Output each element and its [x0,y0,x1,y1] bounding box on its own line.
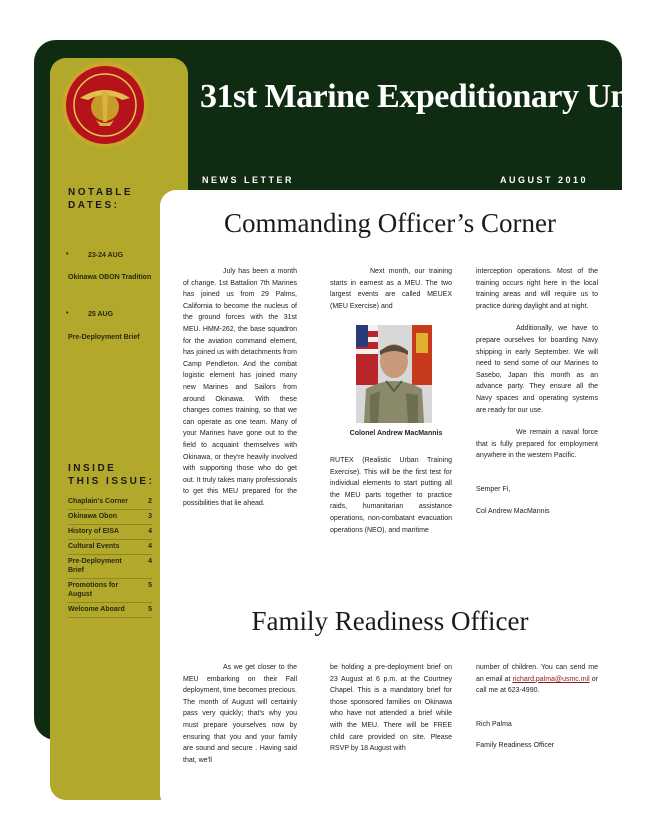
toc-item[interactable]: Okinawa Obon 3 [68,510,152,525]
bullet-icon: • [66,310,69,317]
table-of-contents [68,495,152,618]
co-corner-heading: Commanding Officer’s Corner [224,208,556,238]
fro-heading: Family Readiness Officer [251,606,529,636]
fro-signature-title: Family Readiness Officer [476,742,555,750]
marine-expeditionary-unit-seal-icon [60,60,150,150]
toc-item[interactable]: Cultural Events 4 [68,540,152,555]
newsletter-title: 31st Marine Expeditionary Unit [200,78,649,115]
toc-item[interactable]: Pre-Deployment Brief 4 [68,555,152,579]
toc-item[interactable]: Promotions for August 5 [68,579,152,603]
toc-item[interactable]: History of EISA 4 [68,525,152,540]
co-corner-column-1: July has been a month of change. 1st Battalion 7th Marines has joined us from 29 Palms, California to become the nucleus of the ground forces with the 31st MEU. HMM-262, the base squadron for the aviation command element, has joined us with detachments from Camp Pendleton. And the combat logistic element has joined many new Marines and Sailors from around Okinawa. With these changes comes training, so that we can operate as one team. Many of your Marines have gone out to the field to acquaint themselves with Okinawa, or they're heavily involved with supporting those who do get out. It truly takes many professionals to get this MEU prepared for the possibilities that lie ahead. [183,268,297,507]
notable-event: Okinawa OBON Tradition [68,274,152,281]
toc-item[interactable]: Chaplain's Corner 2 [68,495,152,510]
colonel-portrait-photo [356,325,432,423]
photo-caption: Colonel Andrew MacMannis [349,430,443,437]
newsletter-label: NEWS LETTER [202,175,294,185]
co-signoff: Semper Fi, [476,485,511,493]
co-corner-column-3: interception operations. Most of the training occurs right here in the local training areas and will require us to practice during daylight and at night. Additionally, we have to prepare ourselves for boarding Navy shipping in early September. We will need to send some of our Marines to Sasebo, Japan this month as an advance party. They ensure all the Navy spaces and operating systems are ready for our use. We remain a naval force that is fully prepared for employment anywhere in the western Pacific. Semper Fi, Col Andrew MacMannis [476,266,598,517]
email-link[interactable]: richard.palma@usmc.mil [512,675,590,683]
notable-date: 25 AUG [88,311,114,318]
bullet-icon: • [66,251,69,258]
notable-event: Pre-Deployment Brief [68,334,140,341]
inside-this-issue-heading: INSIDE THIS ISSUE: [68,463,155,487]
co-corner-column-2-top: Next month, our training starts in earnest as a MEU. The two largest events are called MEUEX (MEU Exercise) and [330,268,452,310]
issue-date: AUGUST 2010 [500,175,589,185]
toc-item[interactable]: Welcome Aboard 5 [68,603,152,618]
fro-column-1: As we get closer to the MEU embarking on their Fall deployment, time becomes precious. The month of August will certainly pass very quickly; that's why you must prepare yourselves now by ensuring that you and your family are sound and secure . Having said that, we'll [183,664,297,764]
fro-signature-name: Rich Palma [476,720,512,728]
fro-column-3: number of children. You can send me an email at richard.palma@usmc.mil or call me at 623-4990. Rich Palma Family Readiness Officer [476,662,598,752]
co-signature: Col Andrew MacMannis [476,507,550,515]
notable-date: 23-24 AUG [88,252,124,259]
co-corner-column-2-bottom: RUTEX (Realistic Urban Training Exercise). This will be the first test for individual elements to start putting all the MEU parts together to practice raids, humanitarian assistance operations, non-combatant evacuation operations (NEO), and maritime [330,457,452,534]
fro-column-2: be holding a pre-deployment brief on 23 August at 6 p.m. at the Courtney Chapel. This is a mandatory brief for those sponsored families on Okinawa who have not attended a brief while with the MEU. There will be FREE child care provided on site. Please RSVP by 18 August with [330,664,452,753]
notable-dates-heading: NOTABLE DATES: [68,187,134,211]
